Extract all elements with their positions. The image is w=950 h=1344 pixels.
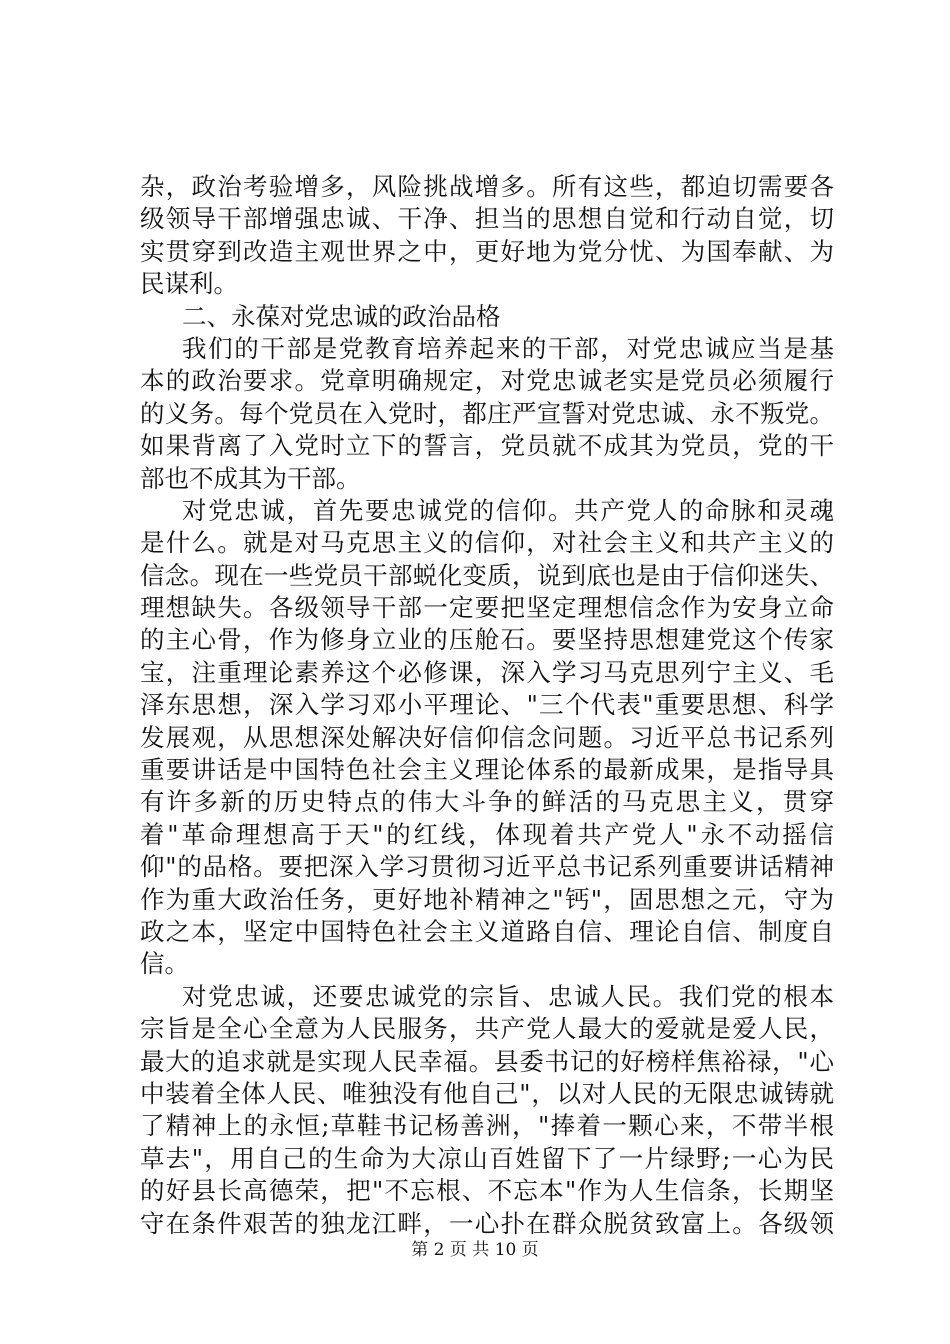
text-line: 政之本，坚定中国特色社会主义道路自信、理论自信、制度自	[140, 916, 834, 946]
text-line: 草去"，用自己的生命为大凉山百姓留下了一片绿野;一心为民	[140, 1143, 834, 1173]
text-line: 守在条件艰苦的独龙江畔，一心扑在群众脱贫致富上。各级领	[140, 1208, 834, 1238]
text-line: 的主心骨，作为修身立业的压舱石。要坚持思想建党这个传家	[140, 625, 834, 655]
text-line: 最大的追求就是实现人民幸福。县委书记的好榜样焦裕禄，"心	[140, 1046, 834, 1076]
body-text	[140, 171, 834, 1240]
text-line: 级领导干部增强忠诚、干净、担当的思想自觉和行动自觉，切	[140, 204, 834, 234]
text-line: 的义务。每个党员在入党时，都庄严宣誓对党忠诚、永不叛党。	[140, 398, 834, 428]
text-line: 部也不成其为干部。	[140, 463, 361, 493]
text-line: 是什么。就是对马克思主义的信仰，对社会主义和共产主义的	[140, 528, 834, 558]
text-line: 有许多新的历史特点的伟大斗争的鲜活的马克思主义，贯穿	[140, 787, 834, 817]
text-line: 发展观，从思想深处解决好信仰信念问题。习近平总书记系列	[140, 722, 834, 752]
text-line: 重要讲话是中国特色社会主义理论体系的最新成果，是指导具	[140, 755, 834, 785]
text-line: 二、永葆对党忠诚的政治品格	[182, 301, 501, 331]
text-line: 仰"的品格。要把深入学习贯彻习近平总书记系列重要讲话精神	[140, 852, 834, 882]
text-line: 信。	[140, 949, 189, 979]
text-line: 对党忠诚，还要忠诚党的宗旨、忠诚人民。我们党的根本	[182, 981, 834, 1011]
text-line: 宝，注重理论素养这个必修课，深入学习马克思列宁主义、毛	[140, 657, 834, 687]
text-line: 民谋利。	[140, 269, 238, 299]
text-line: 信念。现在一些党员干部蜕化变质，说到底也是由于信仰迷失、	[140, 560, 834, 590]
text-line: 泽东思想，深入学习邓小平理论、"三个代表"重要思想、科学	[140, 690, 834, 720]
text-line: 对党忠诚，首先要忠诚党的信仰。共产党人的命脉和灵魂	[182, 495, 834, 525]
text-line: 的好县长高德荣，把"不忘根、不忘本"作为人生信条，长期坚	[140, 1176, 834, 1206]
text-line: 中装着全体人民、唯独没有他自己"，以对人民的无限忠诚铸就	[140, 1078, 834, 1108]
page-footer: 第 2 页 共 10 页	[411, 1240, 539, 1260]
text-line: 了精神上的永恒;草鞋书记杨善洲，"捧着一颗心来，不带半根	[140, 1111, 834, 1141]
text-line: 作为重大政治任务，更好地补精神之"钙"，固思想之元，守为	[140, 884, 834, 914]
text-line: 如果背离了入党时立下的誓言，党员就不成其为党员，党的干	[140, 431, 834, 461]
text-line: 杂，政治考验增多，风险挑战增多。所有这些，都迫切需要各	[140, 172, 834, 201]
text-line: 我们的干部是党教育培养起来的干部，对党忠诚应当是基	[182, 333, 834, 363]
text-line: 着"革命理想高于天"的红线，体现着共产党人"永不动摇信	[140, 819, 834, 849]
text-line: 本的政治要求。党章明确规定，对党忠诚老实是党员必须履行	[140, 366, 834, 396]
text-line: 理想缺失。各级领导干部一定要把坚定理想信念作为安身立命	[140, 593, 834, 623]
text-line: 实贯穿到改造主观世界之中，更好地为党分忧、为国奉献、为	[140, 236, 834, 266]
text-line: 宗旨是全心全意为人民服务，共产党人最大的爱就是爱人民，	[140, 1014, 834, 1044]
